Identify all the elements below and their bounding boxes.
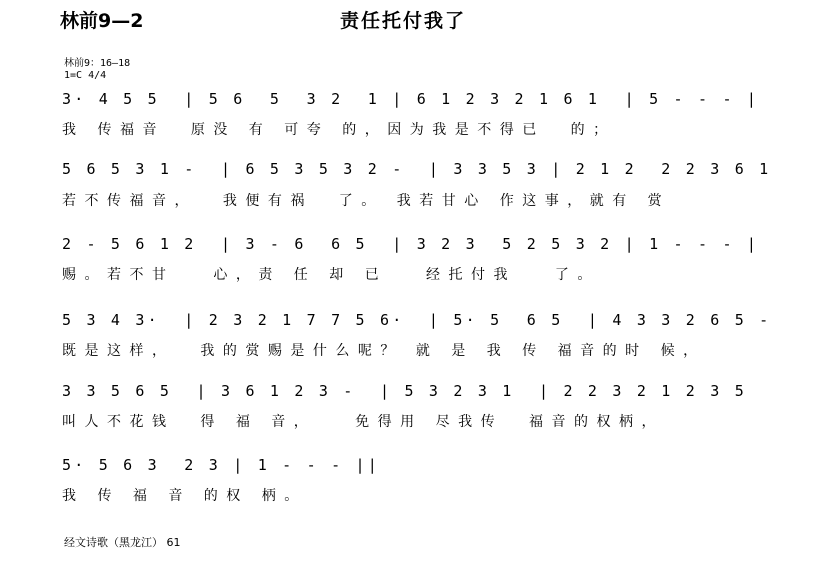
song-code: 林前9—2: [60, 10, 144, 32]
lyric-line-6: 我 传 福 音 的权 柄。: [62, 488, 307, 504]
notation-line-4: 5 3 4 3· | 2 3 2 1 7 7 5 6· | 5· 5 6 5 | 4 3 3 2 6 5 -: [62, 311, 772, 329]
key-signature: 1=C 4/4: [64, 70, 107, 81]
notation-line-1: 3· 4 5 5 | 5 6 5 3 2 1 | 6 1 2 3 2 1 6 1 | 5 - - - |: [62, 90, 760, 108]
lyric-line-2: 若不传福音， 我便有祸 了。 我若甘心 作这事，就有 赏: [62, 193, 671, 209]
notation-line-5: 3 3 5 6 5 | 3 6 1 2 3 - | 5 3 2 3 1 | 2 2 3 2 1 2 3 5: [62, 382, 747, 400]
lyric-line-1: 我 传福音 原没 有 可夸 的，因为我是不得已 的；: [62, 122, 616, 138]
notation-line-2: 5 6 5 3 1 - | 6 5 3 5 3 2 - | 3 3 5 3 | 2 1 2 2 2 3 6 1: [62, 160, 772, 178]
lyric-line-5: 叫人不花钱 得 福 音， 免得用 尽我传 福音的权柄，: [62, 414, 665, 430]
notation-line-6: 5· 5 6 3 2 3 | 1 - - - ||: [62, 456, 380, 474]
lyric-line-3: 赐。若不甘 心，责 任 却 已 经托付我 了。: [62, 267, 600, 283]
song-title: 责任托付我了: [340, 10, 467, 32]
source-footer: 经文诗歌（黑龙江） 61: [64, 536, 181, 549]
notation-line-3: 2 - 5 6 1 2 | 3 - 6 6 5 | 3 2 3 5 2 5 3 2 | 1 - - - |: [62, 235, 760, 253]
scripture-reference: 林前9：16—18: [64, 58, 131, 69]
lyric-line-4: 既是这样， 我的赏赐是什么呢？ 就 是 我 传 福音的时 候，: [62, 343, 706, 359]
